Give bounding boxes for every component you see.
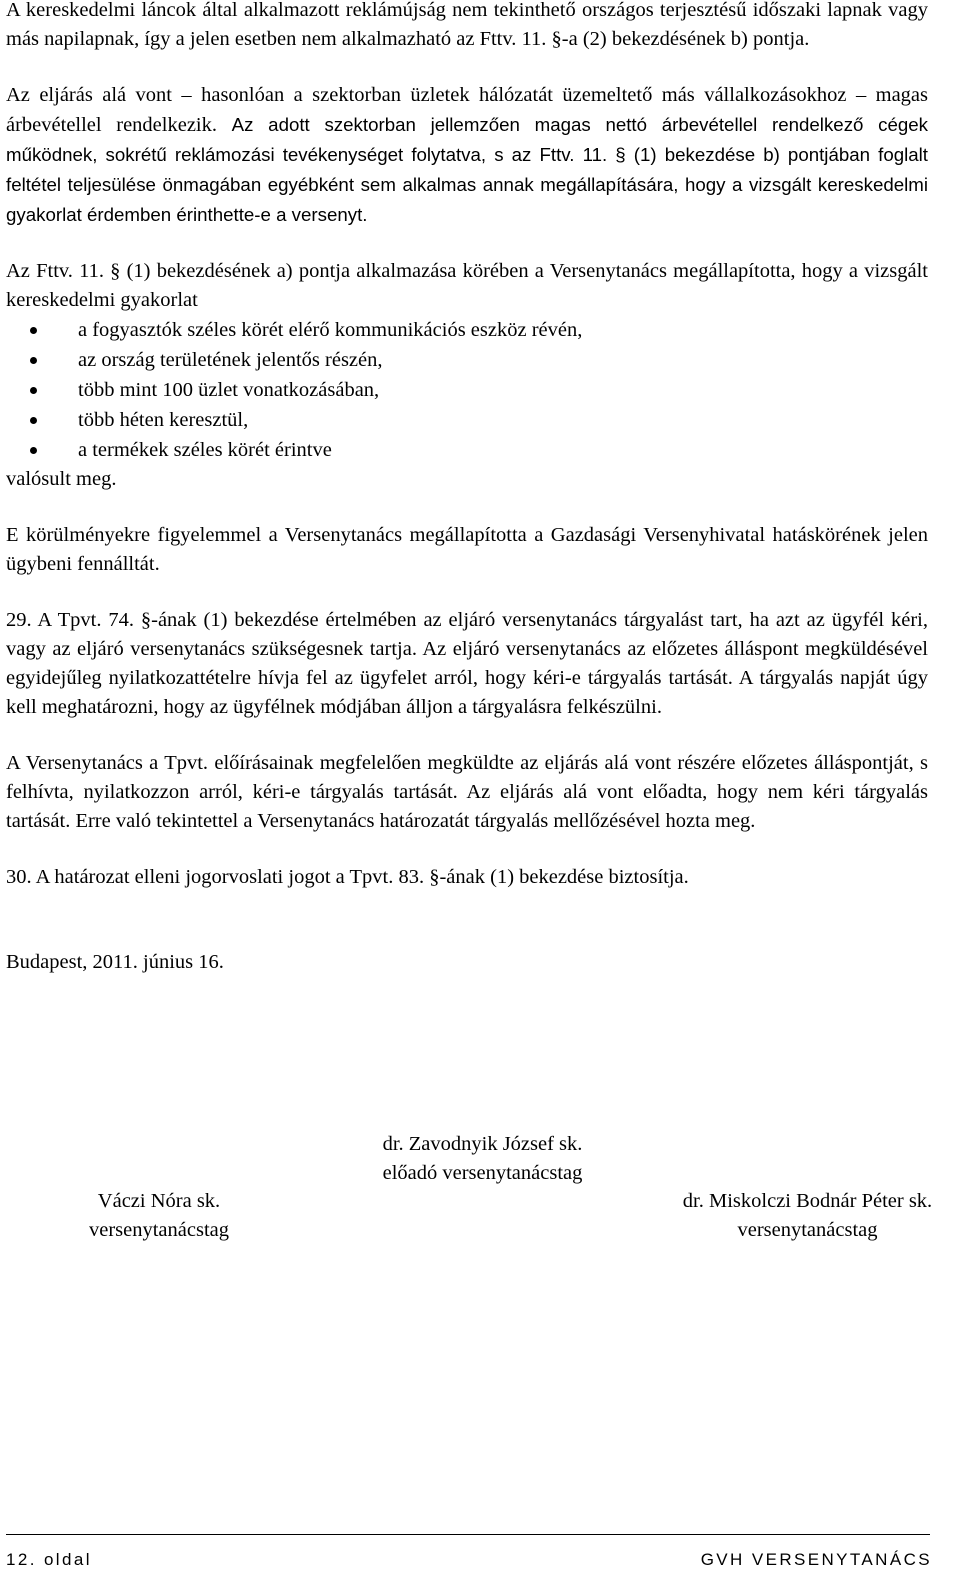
list-item: a termékek széles körét érintve (6, 435, 928, 465)
signature-role: versenytanácstag (88, 1219, 230, 1241)
list-item: több mint 100 üzlet vonatkozásában, (6, 375, 928, 405)
paragraph-p6: A Versenytanács a Tpvt. előírásainak megfelelően megküldte az eljárás alá vont részére előzetes álláspontját, s felhívta, nyilatkozzon arról, kéri-e tárgyalás tartását. Az eljárás alá vont előadta, hogy nem kéri tárgyalás tartását. Erre való tekintettel a Versenytanács határozatát tárgyalás mellőzésével hozta meg. (6, 752, 928, 832)
signature-block (0, 1130, 960, 1250)
signature-name: dr. Zavodnyik József sk. (382, 1133, 583, 1155)
signature-center (330, 1130, 635, 1188)
paragraph-p2-serif: Az eljárás alá vont – hasonlóan a szektorban üzletek hálózatát üzemeltető más vállalkozásokhoz – magas árbevétellel rendelkezik. (6, 84, 928, 136)
paragraph-p2-sans: Az adott szektorban jellemzően magas nettó árbevétellel rendelkező cégek működnek, sokrétű reklámozási tevékenységet folytatva, s az Fttv. 11. § (1) bekezdése b) pontjában foglalt feltétel teljesülése önmagában egyébként sem alkalmas annak megállapítására, hogy a vizsgált kereskedelmi gyakorlat érdemben érinthette-e a versenyt. (6, 114, 929, 225)
signature-name: dr. Miskolczi Bodnár Péter sk. (682, 1190, 933, 1212)
paragraph-p1: A kereskedelmi láncok által alkalmazott reklámújság nem tekinthető országos terjesztésű időszaki lapnak vagy más napilapnak, így a jelen esetben nem alkalmazható az Fttv. 11. §-a (2) bekezdésének b) pontja. (6, 0, 928, 50)
paragraph-p3: Az Fttv. 11. § (1) bekezdésének a) pontja alkalmazása körében a Versenytanács megállapította, hogy a vizsgált kereskedelmi gyakorlat (6, 260, 928, 311)
paragraph-p4: E körülményekre figyelemmel a Versenytanács megállapította a Gazdasági Versenyhivatal hatáskörének jelen ügybeni fennálltát. (6, 524, 928, 575)
signature-name: Váczi Nóra sk. (97, 1190, 221, 1212)
footer-divider (6, 1534, 930, 1535)
list-item: a fogyasztók széles körét elérő kommunikációs eszköz révén, (6, 315, 928, 345)
document-body (6, 0, 928, 977)
signature-left (40, 1187, 278, 1245)
list-item: több héten keresztül, (6, 405, 928, 435)
signature-role: előadó versenytanácstag (382, 1162, 583, 1184)
footer-org: GVH VERSENYTANÁCS (700, 1550, 932, 1569)
page-number: 12. oldal (6, 1550, 92, 1569)
signature-role: versenytanácstag (737, 1219, 878, 1241)
paragraph-p5: 29. A Tpvt. 74. §-ának (1) bekezdése értelmében az eljáró versenytanács tárgyalást tart, ha azt az ügyfél kéri, vagy az eljáró versenytanács szükségesnek tartja. Az eljáró versenytanács az előzetes álláspont megküldésével egyidejűleg nyilatkozattételre hívja fel az ügyfelet arról, hogy kéri-e tárgyalás tartását. A tárgyalás napját úgy kell meghatározni, hogy az ügyfélnek módjában álljon a tárgyalásra felkészülni. (6, 609, 928, 718)
criteria-list (6, 315, 928, 465)
paragraph-p2 (6, 81, 928, 230)
list-item: az ország területének jelentős részén, (6, 345, 928, 375)
date-line: Budapest, 2011. június 16. (6, 951, 224, 973)
signature-right (645, 1187, 960, 1245)
paragraph-p7: 30. A határozat elleni jogorvoslati jogot a Tpvt. 83. §-ának (1) bekezdése biztosítja. (6, 866, 689, 888)
paragraph-p3-end: valósult meg. (6, 468, 117, 490)
